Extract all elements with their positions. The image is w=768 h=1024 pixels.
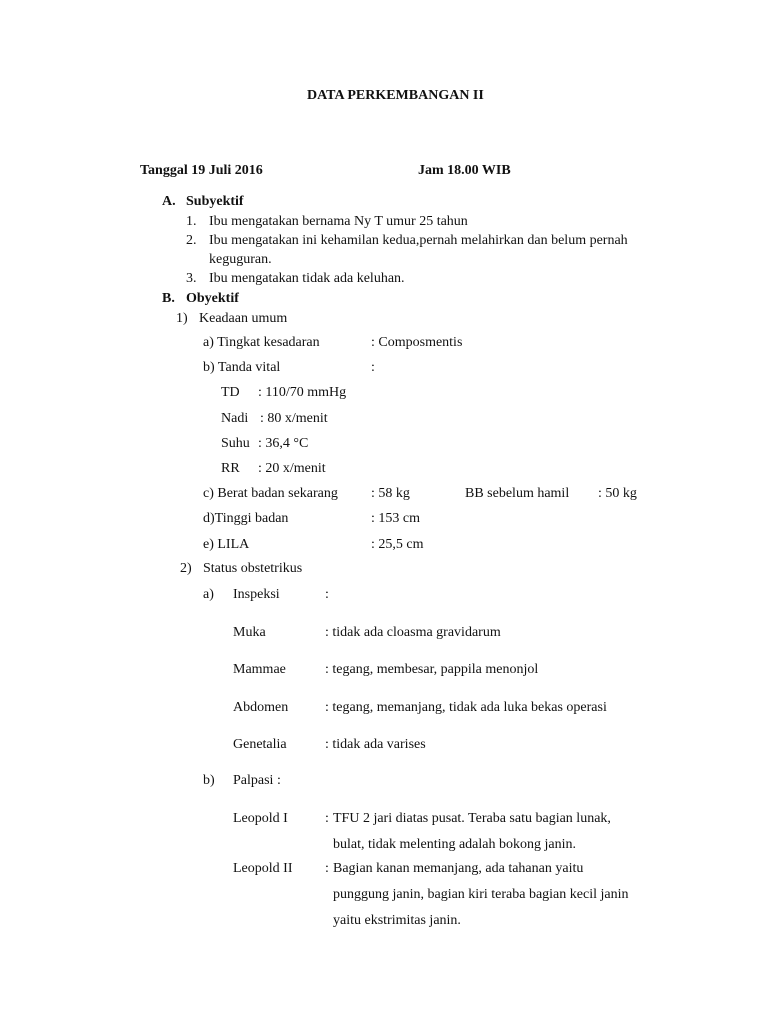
lila-label: e) LILA [203, 537, 250, 552]
leopold-2-colon: : [325, 861, 329, 876]
bb-sebelum-hamil-label: BB sebelum hamil [465, 486, 570, 501]
inspeksi-label: Inspeksi [233, 587, 280, 602]
inspeksi-muka-label: Muka [233, 625, 266, 640]
list-item-number: 3. [186, 271, 197, 286]
inspeksi-genetalia-value: : tidak ada varises [325, 737, 426, 752]
keadaan-umum-heading: Keadaan umum [199, 311, 288, 326]
leopold-2-line: punggung janin, bagian kiri teraba bagian kecil janin [333, 887, 629, 902]
subsection-marker: 1) [176, 311, 188, 326]
palpasi-label: Palpasi : [233, 773, 281, 788]
vital-td-value: : 110/70 mmHg [258, 385, 347, 400]
leopold-1-colon: : [325, 811, 329, 826]
tanda-vital-label: b) Tanda vital [203, 360, 281, 375]
inspeksi-genetalia-label: Genetalia [233, 737, 287, 752]
section-b-marker: B. [162, 291, 175, 306]
berat-badan-value: : 58 kg [371, 486, 410, 501]
vital-nadi-label: Nadi [221, 411, 249, 426]
tinggi-badan-label: d)Tinggi badan [203, 511, 289, 526]
list-item-number: 1. [186, 214, 197, 229]
lila-value: : 25,5 cm [371, 537, 424, 552]
leopold-1-line: TFU 2 jari diatas pusat. Teraba satu bagian lunak, [333, 811, 611, 826]
list-item: Ibu mengatakan tidak ada keluhan. [209, 271, 405, 286]
leopold-2-line: yaitu ekstrimitas janin. [333, 913, 461, 928]
list-item: Ibu mengatakan ini kehamilan kedua,pernah melahirkan dan belum pernah [209, 233, 628, 248]
inspeksi-mammae-label: Mammae [233, 662, 286, 677]
tanda-vital-colon: : [371, 360, 375, 375]
inspeksi-muka-value: : tidak ada cloasma gravidarum [325, 625, 501, 640]
section-b-heading: Obyektif [186, 291, 239, 306]
date-label: Tanggal 19 Juli 2016 [140, 163, 263, 178]
inspeksi-marker: a) [203, 587, 214, 602]
tingkat-kesadaran-label: a) Tingkat kesadaran [203, 335, 320, 350]
subsection-marker: 2) [180, 561, 192, 576]
palpasi-marker: b) [203, 773, 215, 788]
list-item: Ibu mengatakan bernama Ny T umur 25 tahun [209, 214, 468, 229]
status-obstetrikus-heading: Status obstetrikus [203, 561, 303, 576]
leopold-2-line: Bagian kanan memanjang, ada tahanan yaitu [333, 861, 584, 876]
inspeksi-abdomen-label: Abdomen [233, 700, 289, 715]
vital-suhu-label: Suhu [221, 436, 250, 451]
inspeksi-abdomen-value: : tegang, memanjang, tidak ada luka bekas operasi [325, 700, 607, 715]
vital-rr-label: RR [221, 461, 240, 476]
vital-suhu-value: : 36,4 °C [258, 436, 309, 451]
time-label: Jam 18.00 WIB [418, 163, 511, 178]
list-item-number: 2. [186, 233, 197, 248]
vital-nadi-value: : 80 x/menit [260, 411, 328, 426]
page-title: DATA PERKEMBANGAN II [307, 88, 484, 103]
leopold-1-line: bulat, tidak melenting adalah bokong janin. [333, 837, 576, 852]
inspeksi-colon: : [325, 587, 329, 602]
vital-rr-value: : 20 x/menit [258, 461, 326, 476]
berat-badan-label: c) Berat badan sekarang [203, 486, 338, 501]
tinggi-badan-value: : 153 cm [371, 511, 420, 526]
list-item-continuation: keguguran. [209, 252, 272, 267]
inspeksi-mammae-value: : tegang, membesar, pappila menonjol [325, 662, 539, 677]
tingkat-kesadaran-value: : Composmentis [371, 335, 463, 350]
section-a-marker: A. [162, 194, 176, 209]
section-a-heading: Subyektif [186, 194, 244, 209]
vital-td-label: TD [221, 385, 240, 400]
leopold-2-label: Leopold II [233, 861, 293, 876]
leopold-1-label: Leopold I [233, 811, 288, 826]
bb-sebelum-hamil-value: : 50 kg [598, 486, 637, 501]
